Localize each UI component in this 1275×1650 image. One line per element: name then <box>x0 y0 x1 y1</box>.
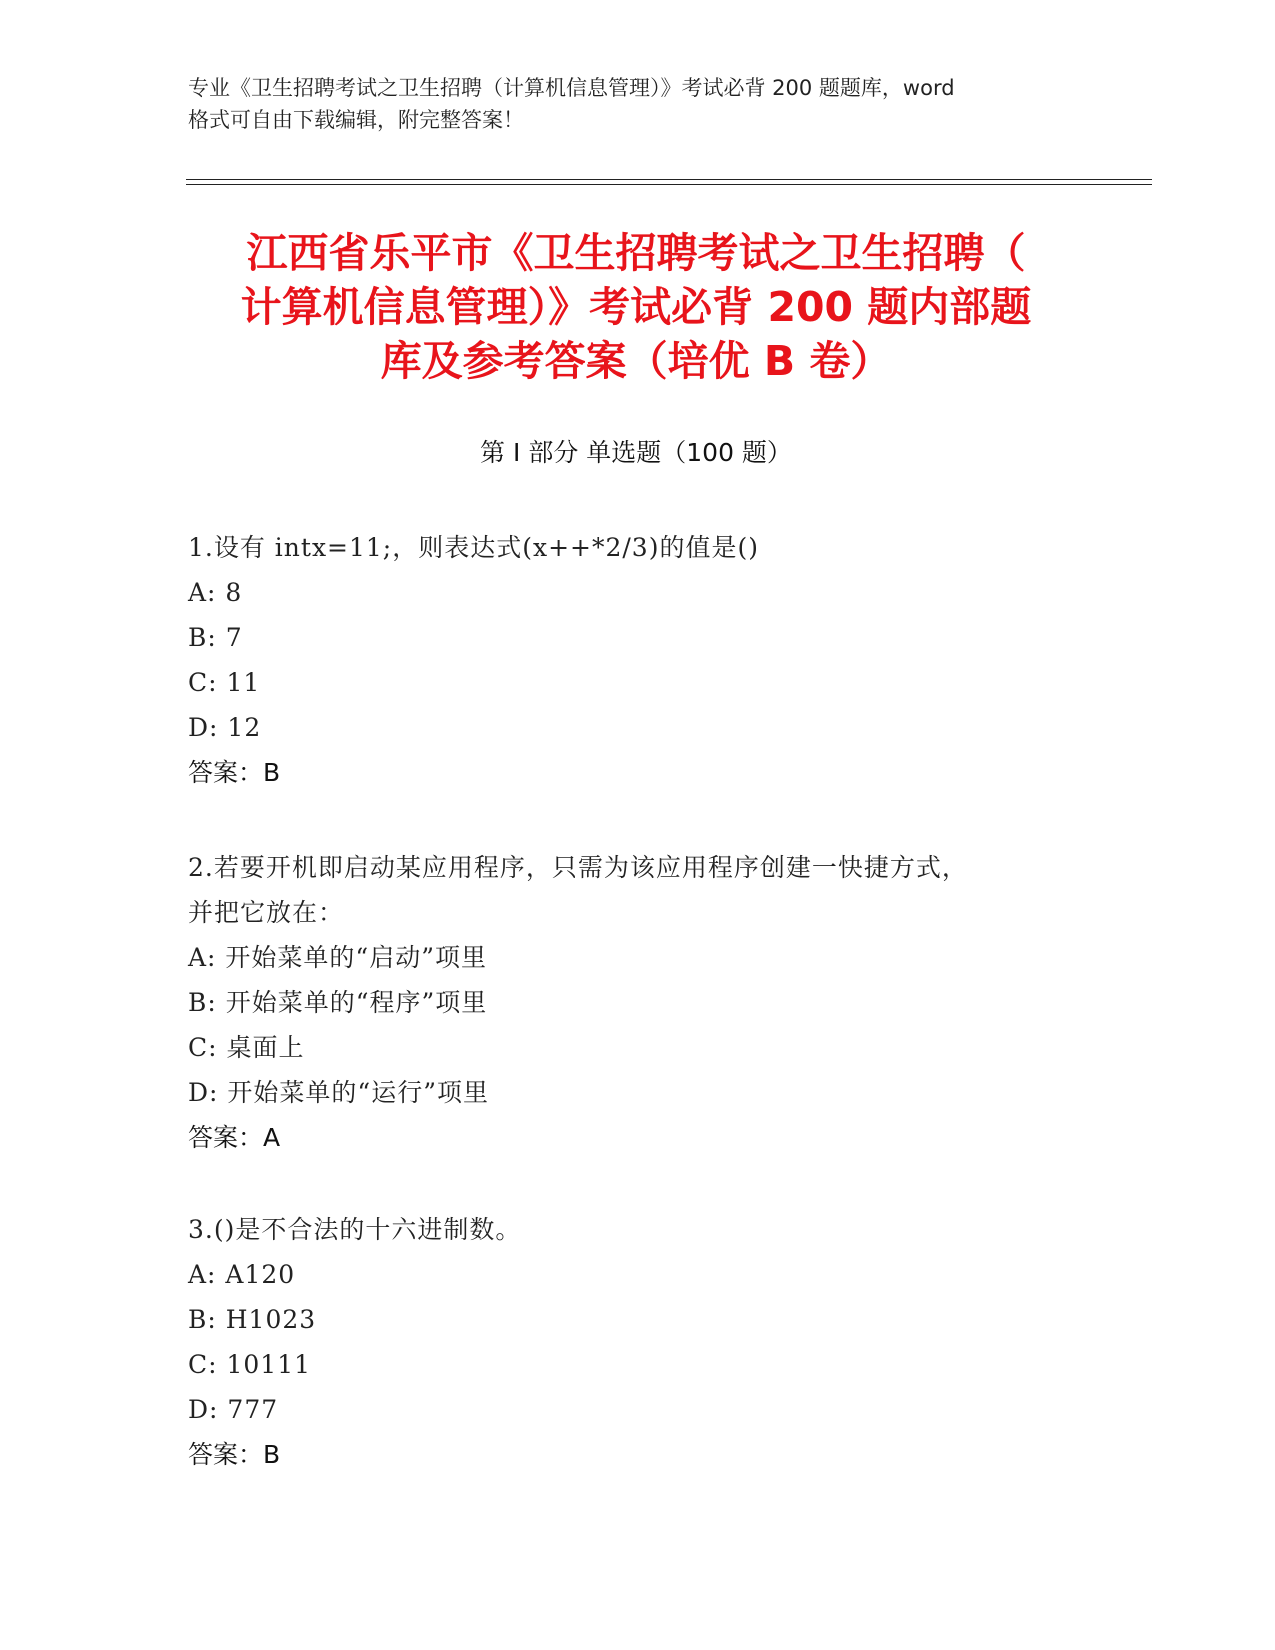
question-item <box>188 845 1108 1160</box>
option-c: C: 11 <box>188 668 261 697</box>
header-note-line: 专业《卫生招聘考试之卫生招聘（计算机信息管理）》考试必背 200 题题库，word <box>188 76 955 100</box>
document-title-line: 江西省乐平市《卫生招聘考试之卫生招聘（ <box>246 229 1026 277</box>
option-a: A: A120 <box>188 1260 296 1289</box>
option-c: C: 桌面上 <box>188 1033 305 1062</box>
answer-text: 答案：B <box>188 758 281 787</box>
section-heading: 第 I 部分 单选题（100 题） <box>480 438 792 467</box>
question-stem-continued: 并把它放在： <box>188 898 345 927</box>
document-title <box>186 226 1086 388</box>
option-a: A: 8 <box>188 578 243 607</box>
option-b: B: 开始菜单的“程序”项里 <box>188 988 488 1017</box>
header-rule-thin <box>186 184 1152 185</box>
document-title-line: 计算机信息管理）》考试必背 200 题内部题 <box>240 283 1032 331</box>
option-d: D: 开始菜单的“运行”项里 <box>188 1078 489 1107</box>
question-item <box>188 525 1108 795</box>
document-title-line: 库及参考答案（培优 B 卷） <box>380 337 892 385</box>
header-rule-thick <box>186 179 1152 180</box>
option-b: B: 7 <box>188 623 243 652</box>
answer-text: 答案：A <box>188 1123 281 1152</box>
option-a: A: 开始菜单的“启动”项里 <box>188 943 487 972</box>
option-d: D: 12 <box>188 713 262 742</box>
question-stem: 3.()是不合法的十六进制数。 <box>188 1215 522 1244</box>
header-note-line: 格式可自由下载编辑，附完整答案！ <box>188 108 524 132</box>
question-item <box>188 1207 1108 1477</box>
answer-text: 答案：B <box>188 1440 281 1469</box>
question-stem: 1.设有 intx=11;，则表达式(x++*2/3)的值是() <box>188 533 759 562</box>
option-d: D: 777 <box>188 1395 279 1424</box>
question-stem: 2.若要开机即启动某应用程序，只需为该应用程序创建一快捷方式， <box>188 853 968 882</box>
header-note <box>188 72 1088 136</box>
option-c: C: 10111 <box>188 1350 312 1379</box>
option-b: B: H1023 <box>188 1305 317 1334</box>
